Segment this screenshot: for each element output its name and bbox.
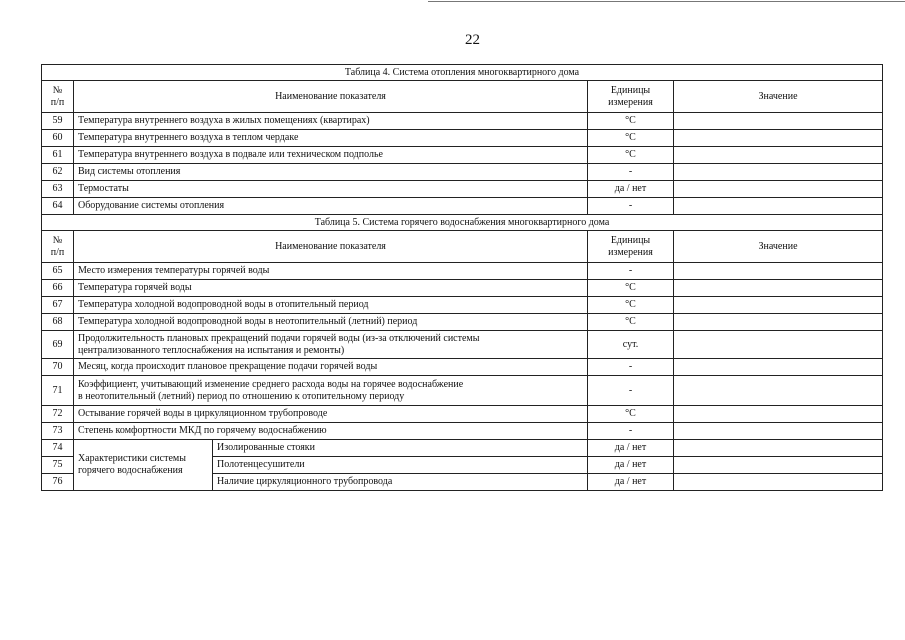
row-value bbox=[674, 440, 883, 457]
text-line: Коэффициент, учитывающий изменение среднего расхода воды на горячее водоснабжение bbox=[78, 378, 464, 390]
row-name: Место измерения температуры горячей воды bbox=[74, 263, 588, 280]
text-line: измерения bbox=[608, 96, 653, 108]
row-num: 70 bbox=[42, 359, 74, 376]
row-value bbox=[674, 181, 883, 198]
row-num: 59 bbox=[42, 113, 74, 130]
row-name: Месяц, когда происходит плановое прекращение подачи горячей воды bbox=[74, 359, 588, 376]
row-unit: - bbox=[588, 359, 674, 376]
header-row bbox=[42, 81, 883, 113]
row-unit: °С bbox=[588, 314, 674, 331]
text-line: п/п bbox=[50, 96, 65, 108]
text-line: п/п bbox=[50, 246, 65, 258]
header-num bbox=[42, 81, 74, 113]
row-name: Температура холодной водопроводной воды в отопительный период bbox=[74, 297, 588, 314]
table-row bbox=[42, 263, 883, 280]
row-value bbox=[674, 164, 883, 181]
row-num: 61 bbox=[42, 147, 74, 164]
text-line: в неотопительный (летний) период по отношению к отопительному периоду bbox=[78, 390, 405, 402]
row-value bbox=[674, 113, 883, 130]
text-line: № bbox=[52, 234, 63, 246]
row-value bbox=[674, 423, 883, 440]
row-value bbox=[674, 147, 883, 164]
text-line: измерения bbox=[608, 246, 653, 258]
row-unit: да / нет bbox=[588, 181, 674, 198]
table-row bbox=[42, 406, 883, 423]
table-row bbox=[42, 181, 883, 198]
table-row bbox=[42, 130, 883, 147]
row-num: 76 bbox=[42, 474, 74, 491]
row-num: 65 bbox=[42, 263, 74, 280]
table-row bbox=[42, 113, 883, 130]
text-line: Единицы bbox=[610, 234, 651, 246]
row-unit: - bbox=[588, 423, 674, 440]
row-unit: сут. bbox=[588, 331, 674, 359]
table-row bbox=[42, 164, 883, 181]
table-row bbox=[42, 297, 883, 314]
table-row bbox=[42, 440, 883, 457]
row-num: 60 bbox=[42, 130, 74, 147]
header-units bbox=[588, 231, 674, 263]
text-line: Характеристики системы bbox=[78, 453, 186, 464]
row-num: 71 bbox=[42, 376, 74, 406]
text-line: централизованного теплоснабжения на испытания и ремонты) bbox=[78, 344, 345, 356]
row-name bbox=[74, 376, 588, 406]
row-name: Изолированные стояки bbox=[213, 440, 588, 457]
row-unit: - bbox=[588, 376, 674, 406]
header-value: Значение bbox=[674, 81, 883, 113]
row-value bbox=[674, 263, 883, 280]
row-unit: °С bbox=[588, 113, 674, 130]
table-row bbox=[42, 376, 883, 406]
row-num: 69 bbox=[42, 331, 74, 359]
row-name: Термостаты bbox=[74, 181, 588, 198]
table-row bbox=[42, 198, 883, 215]
group-label bbox=[74, 440, 213, 491]
header-units bbox=[588, 81, 674, 113]
row-unit: - bbox=[588, 263, 674, 280]
row-value bbox=[674, 280, 883, 297]
row-unit: °С bbox=[588, 130, 674, 147]
table-caption: Таблица 4. Система отопления многоквартирного дома bbox=[42, 65, 883, 81]
row-name: Полотенцесушители bbox=[213, 457, 588, 474]
text-line: № bbox=[52, 84, 63, 96]
row-num: 72 bbox=[42, 406, 74, 423]
row-num: 73 bbox=[42, 423, 74, 440]
row-num: 74 bbox=[42, 440, 74, 457]
row-num: 64 bbox=[42, 198, 74, 215]
row-unit: да / нет bbox=[588, 474, 674, 491]
row-unit: - bbox=[588, 164, 674, 181]
row-value bbox=[674, 297, 883, 314]
row-name: Остывание горячей воды в циркуляционном трубопроводе bbox=[74, 406, 588, 423]
row-value bbox=[674, 406, 883, 423]
row-num: 75 bbox=[42, 457, 74, 474]
row-unit: °С bbox=[588, 406, 674, 423]
row-value bbox=[674, 314, 883, 331]
table-row bbox=[42, 331, 883, 359]
table-row bbox=[42, 314, 883, 331]
row-unit: °С bbox=[588, 147, 674, 164]
header-num bbox=[42, 231, 74, 263]
row-unit: - bbox=[588, 198, 674, 215]
row-num: 63 bbox=[42, 181, 74, 198]
table-row bbox=[42, 359, 883, 376]
table-caption-row bbox=[42, 215, 883, 231]
row-num: 67 bbox=[42, 297, 74, 314]
row-num: 68 bbox=[42, 314, 74, 331]
row-name: Наличие циркуляционного трубопровода bbox=[213, 474, 588, 491]
header-name: Наименование показателя bbox=[74, 81, 588, 113]
top-rule bbox=[428, 1, 905, 2]
row-value bbox=[674, 474, 883, 491]
row-value bbox=[674, 376, 883, 406]
table-row bbox=[42, 280, 883, 297]
table-body bbox=[42, 65, 883, 491]
table-caption-row bbox=[42, 65, 883, 81]
row-num: 66 bbox=[42, 280, 74, 297]
document-table bbox=[41, 64, 883, 491]
row-unit: да / нет bbox=[588, 457, 674, 474]
text-line: Единицы bbox=[610, 84, 651, 96]
page-number: 22 bbox=[465, 32, 480, 48]
row-value bbox=[674, 331, 883, 359]
table-row bbox=[42, 147, 883, 164]
row-value bbox=[674, 198, 883, 215]
text-line: Продолжительность плановых прекращений подачи горячей воды (из-за отключений системы bbox=[78, 332, 480, 344]
row-name: Оборудование системы отопления bbox=[74, 198, 588, 215]
row-name: Температура горячей воды bbox=[74, 280, 588, 297]
row-value bbox=[674, 130, 883, 147]
row-num: 62 bbox=[42, 164, 74, 181]
row-value bbox=[674, 457, 883, 474]
row-name: Степень комфортности МКД по горячему водоснабжению bbox=[74, 423, 588, 440]
row-value bbox=[674, 359, 883, 376]
row-unit: да / нет bbox=[588, 440, 674, 457]
header-value: Значение bbox=[674, 231, 883, 263]
text-line: горячего водоснабжения bbox=[78, 465, 183, 476]
header-row bbox=[42, 231, 883, 263]
table-row bbox=[42, 423, 883, 440]
row-name: Вид системы отопления bbox=[74, 164, 588, 181]
row-name: Температура холодной водопроводной воды в неотопительный (летний) период bbox=[74, 314, 588, 331]
row-name bbox=[74, 331, 588, 359]
header-name: Наименование показателя bbox=[74, 231, 588, 263]
table-caption: Таблица 5. Система горячего водоснабжения многоквартирного дома bbox=[42, 215, 883, 231]
row-name: Температура внутреннего воздуха в подвале или техническом подполье bbox=[74, 147, 588, 164]
row-name: Температура внутреннего воздуха в жилых помещениях (квартирах) bbox=[74, 113, 588, 130]
row-name: Температура внутреннего воздуха в теплом чердаке bbox=[74, 130, 588, 147]
row-unit: °С bbox=[588, 297, 674, 314]
row-unit: °С bbox=[588, 280, 674, 297]
